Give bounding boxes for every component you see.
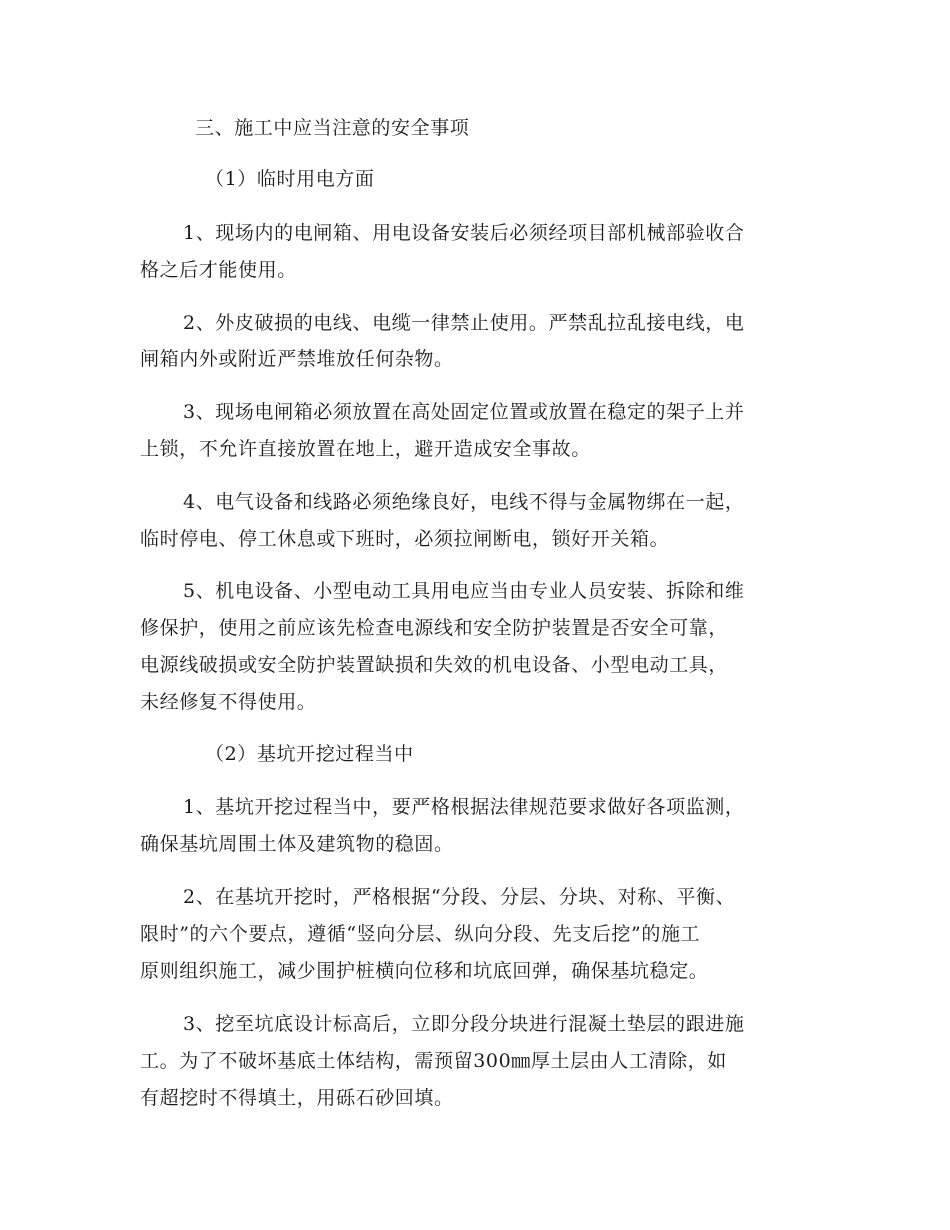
paragraph-line: 有超挖时不得填土，用砾石砂回填。 xyxy=(140,1087,454,1109)
paragraph-line: 闸箱内外或附近严禁堆放任何杂物。 xyxy=(140,348,454,370)
paragraph-line: 3、现场电闸箱必须放置在高处固定位置或放置在稳定的架子上并 xyxy=(183,401,745,423)
paragraph-line: 2、外皮破损的电线、电缆一律禁止使用。严禁乱拉乱接电线，电 xyxy=(183,312,745,334)
paragraph-line: 2、在基坑开挖时，严格根据“分段、分层、分块、对称、平衡、 xyxy=(183,886,736,908)
paragraph-line: 1、现场内的电闸箱、用电设备安装后必须经项目部机械部验收合 xyxy=(183,222,745,244)
paragraph-line: 确保基坑周围土体及建筑物的稳固。 xyxy=(140,833,454,855)
paragraph-line: 1、基坑开挖过程当中，要严格根据法律规范要求做好各项监测， xyxy=(183,796,745,818)
paragraph-line: 格之后才能使用。 xyxy=(140,259,297,281)
paragraph-line: 工。为了不破坏基底土体结构，需预留300㎜厚土层由人工清除，如 xyxy=(140,1050,727,1072)
paragraph-line: 上锁，不允许直接放置在地上，避开造成安全事故。 xyxy=(140,438,591,460)
paragraph-line: 修保护，使用之前应该先检查电源线和安全防护装置是否安全可靠， xyxy=(140,617,729,639)
paragraph-line: 限时”的六个要点，遵循“竖向分层、纵向分段、先支后挖”的施工 xyxy=(140,923,701,945)
subsection-heading: （1）临时用电方面 xyxy=(205,168,375,190)
paragraph-line: 临时停电、停工休息或下班时，必须拉闸断电，锁好开关箱。 xyxy=(140,528,670,550)
paragraph-line: 原则组织施工，减少围护桩横向位移和坑底回弹，确保基坑稳定。 xyxy=(140,960,709,982)
paragraph-line: 5、机电设备、小型电动工具用电应当由专业人员安装、拆除和维 xyxy=(183,580,745,602)
section-title: 三、施工中应当注意的安全事项 xyxy=(195,117,470,139)
subsection-heading: （2）基坑开挖过程当中 xyxy=(205,743,414,765)
paragraph-line: 电源线破损或安全防护装置缺损和失效的机电设备、小型电动工具， xyxy=(140,654,729,676)
paragraph-line: 未经修复不得使用。 xyxy=(140,691,317,713)
paragraph-line: 4、电气设备和线路必须绝缘良好，电线不得与金属物绑在一起， xyxy=(183,491,745,513)
paragraph-line: 3、挖至坑底设计标高后，立即分段分块进行混凝土垫层的跟进施 xyxy=(183,1013,745,1035)
